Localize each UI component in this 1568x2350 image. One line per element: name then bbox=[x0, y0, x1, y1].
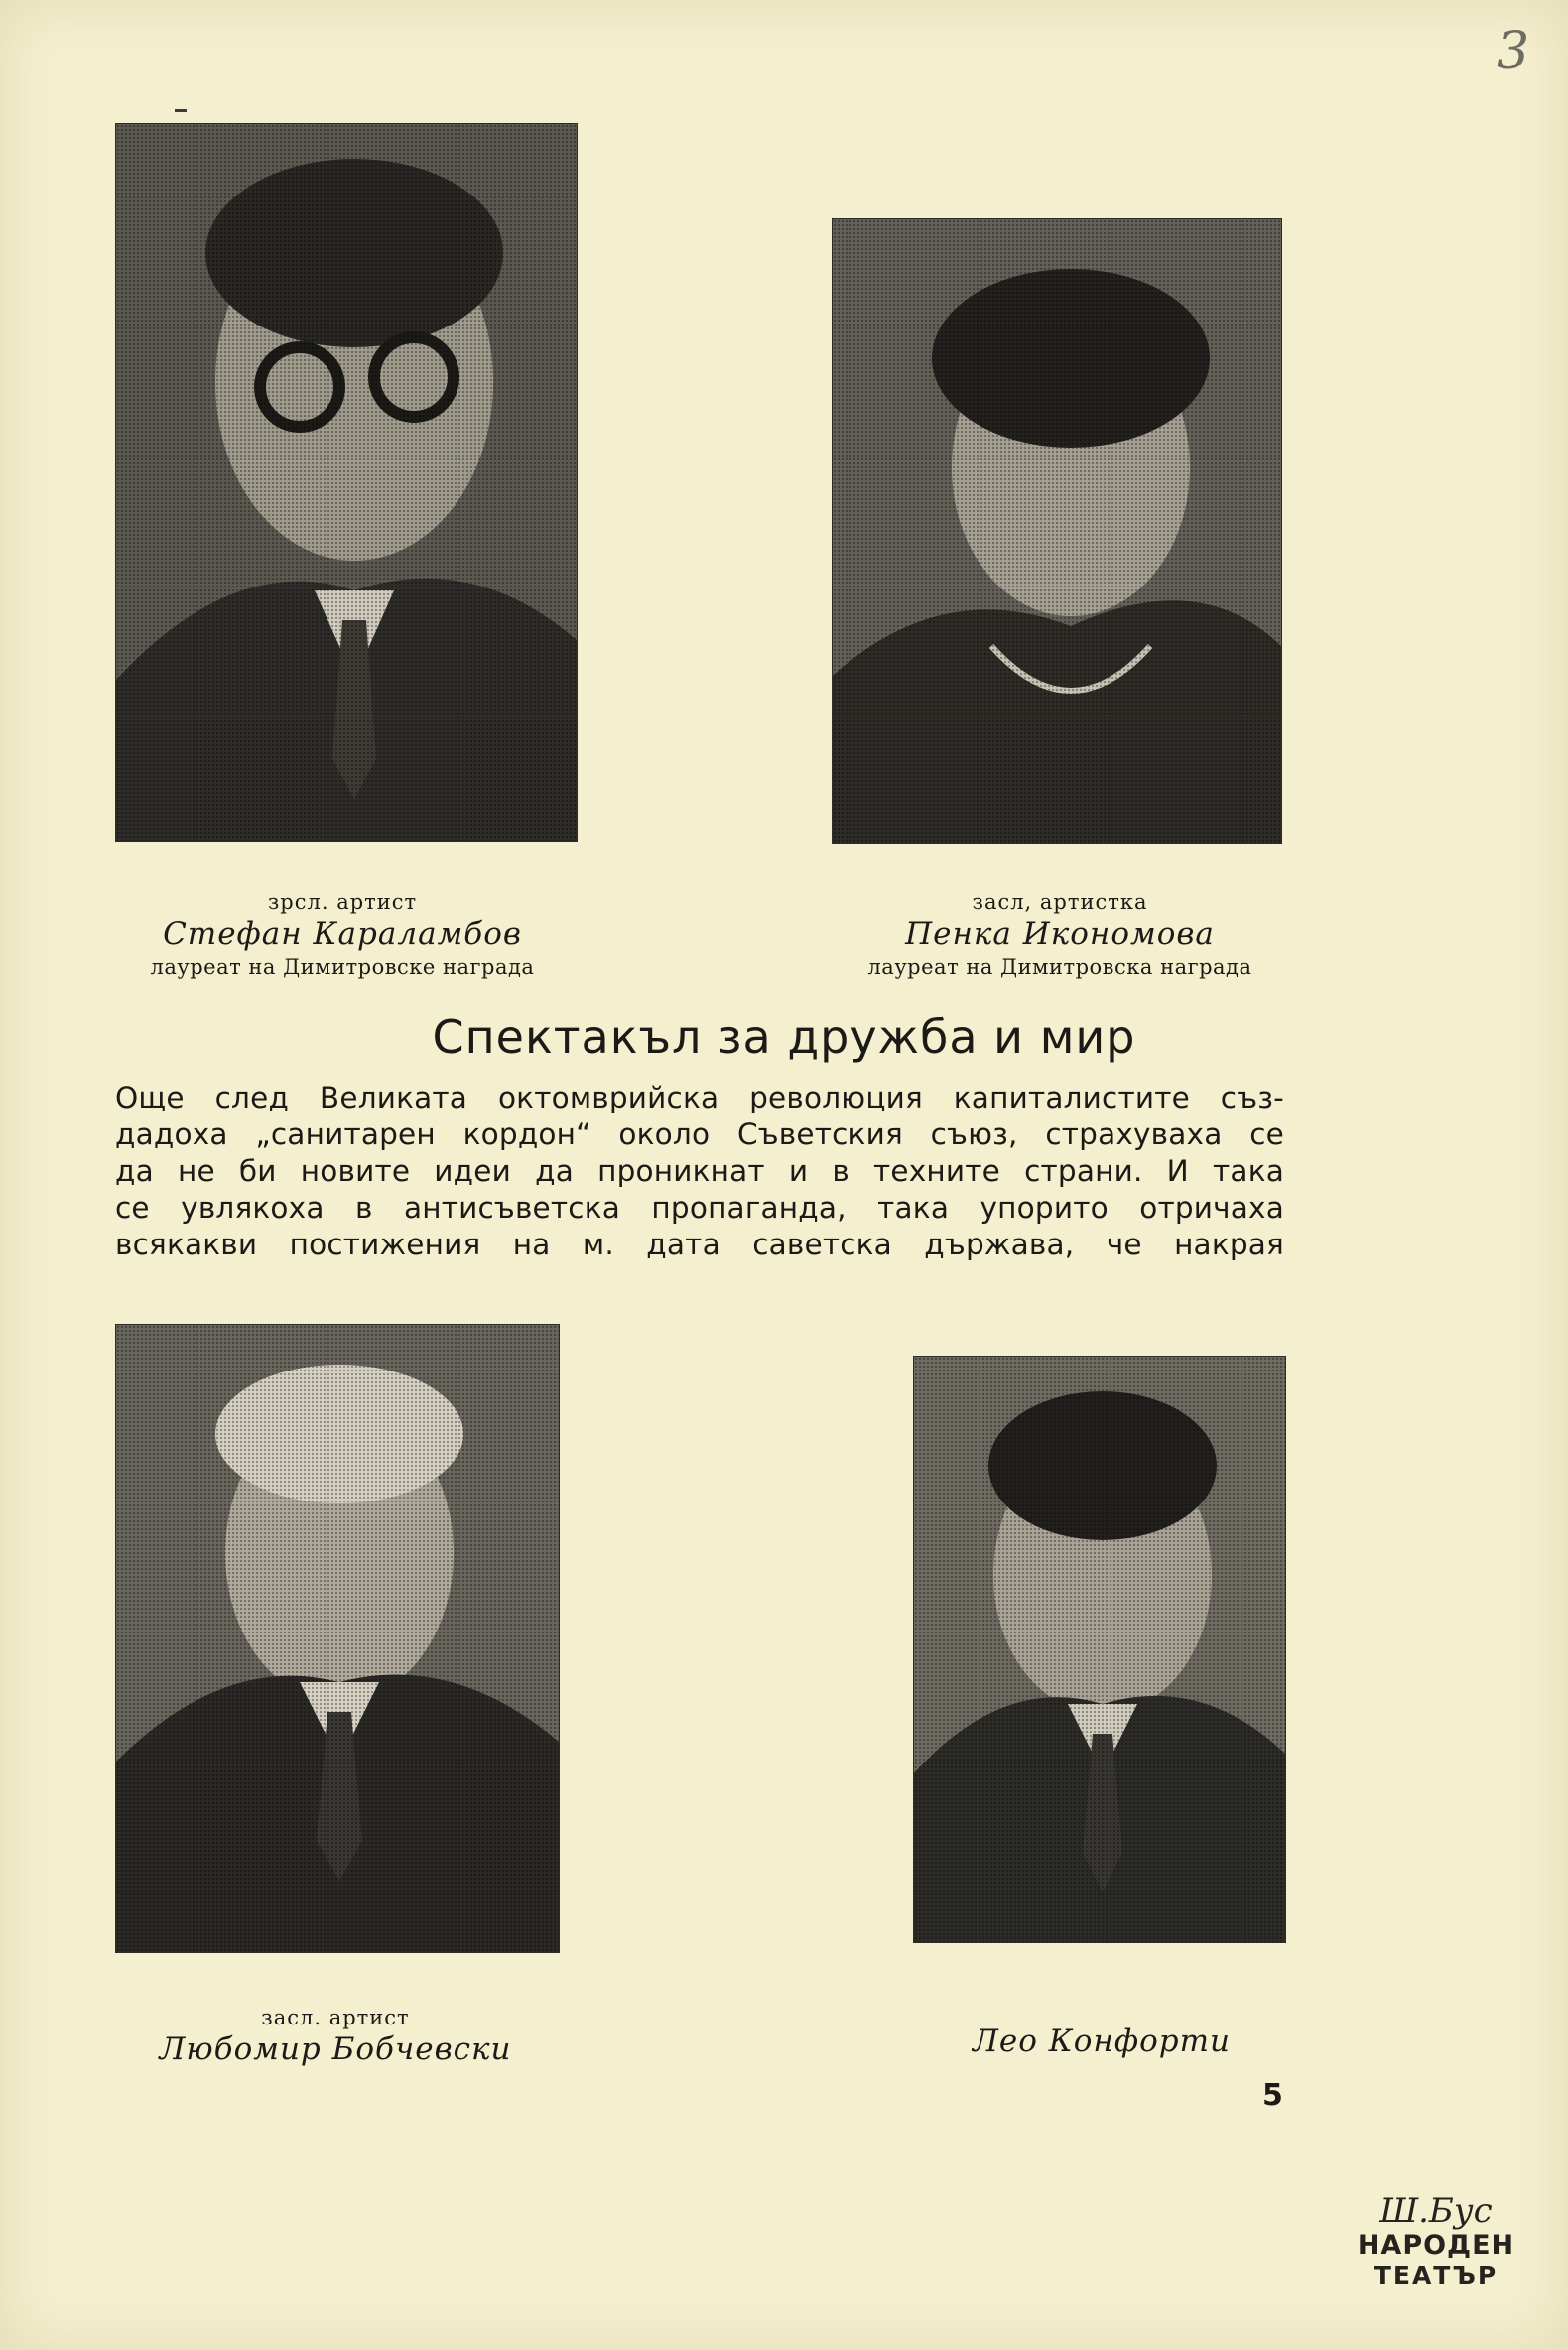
caption-name: Стефан Караламбов bbox=[163, 916, 522, 953]
portrait-caption-3 bbox=[109, 2005, 562, 2069]
article-line: всякакви постижения на м. дата саветска държава, че накрая bbox=[115, 1228, 1284, 1261]
portrait-photo-4 bbox=[913, 1356, 1286, 1943]
portrait-photo-2 bbox=[832, 218, 1282, 844]
article-line: се увлякоха в антисъветска пропаганда, така упорито отричаха bbox=[115, 1191, 1284, 1225]
caption-name: Любомир Бобчевски bbox=[159, 2031, 512, 2068]
article-line: дадоха „санитарен кордон“ около Съветския съюз, страхуваха се bbox=[115, 1117, 1284, 1151]
article-line: Още след Великата октомврийска революция капиталистите съз- bbox=[115, 1081, 1284, 1114]
portrait-caption-4 bbox=[923, 2023, 1280, 2061]
stamp-line-1: НАРОДЕН bbox=[1357, 2230, 1515, 2261]
page-number: 5 bbox=[1262, 2078, 1283, 2113]
portrait-photo-1 bbox=[115, 123, 578, 842]
article-heading: Спектакъл за дружба и мир bbox=[432, 1010, 1136, 1064]
stamp-line-2: ТЕАТЪР bbox=[1373, 2261, 1499, 2289]
caption-title: зрсл. артист bbox=[267, 890, 418, 914]
stamp-signature: Ш.Бус bbox=[1379, 2191, 1493, 2231]
caption-award: лауреат на Димитровске награда bbox=[150, 955, 535, 979]
print-mark bbox=[175, 109, 187, 112]
theatre-stamp bbox=[1352, 2191, 1520, 2310]
caption-name: Лео Конфорти bbox=[973, 2024, 1231, 2059]
caption-name: Пенка Икономова bbox=[905, 916, 1215, 953]
portrait-caption-2 bbox=[822, 889, 1298, 979]
caption-award: лауреат на Димитровска награда bbox=[867, 955, 1252, 979]
caption-title: засл, артистка bbox=[972, 890, 1148, 914]
caption-title: засл. артист bbox=[261, 2006, 410, 2029]
portrait-caption-1 bbox=[109, 889, 576, 979]
article-line: да не би новите идеи да проникнат и в техните страни. И така bbox=[115, 1154, 1284, 1188]
handwritten-annotation: 3 bbox=[1497, 22, 1530, 81]
portrait-photo-3 bbox=[115, 1324, 560, 1953]
article-body bbox=[115, 1080, 1284, 1263]
